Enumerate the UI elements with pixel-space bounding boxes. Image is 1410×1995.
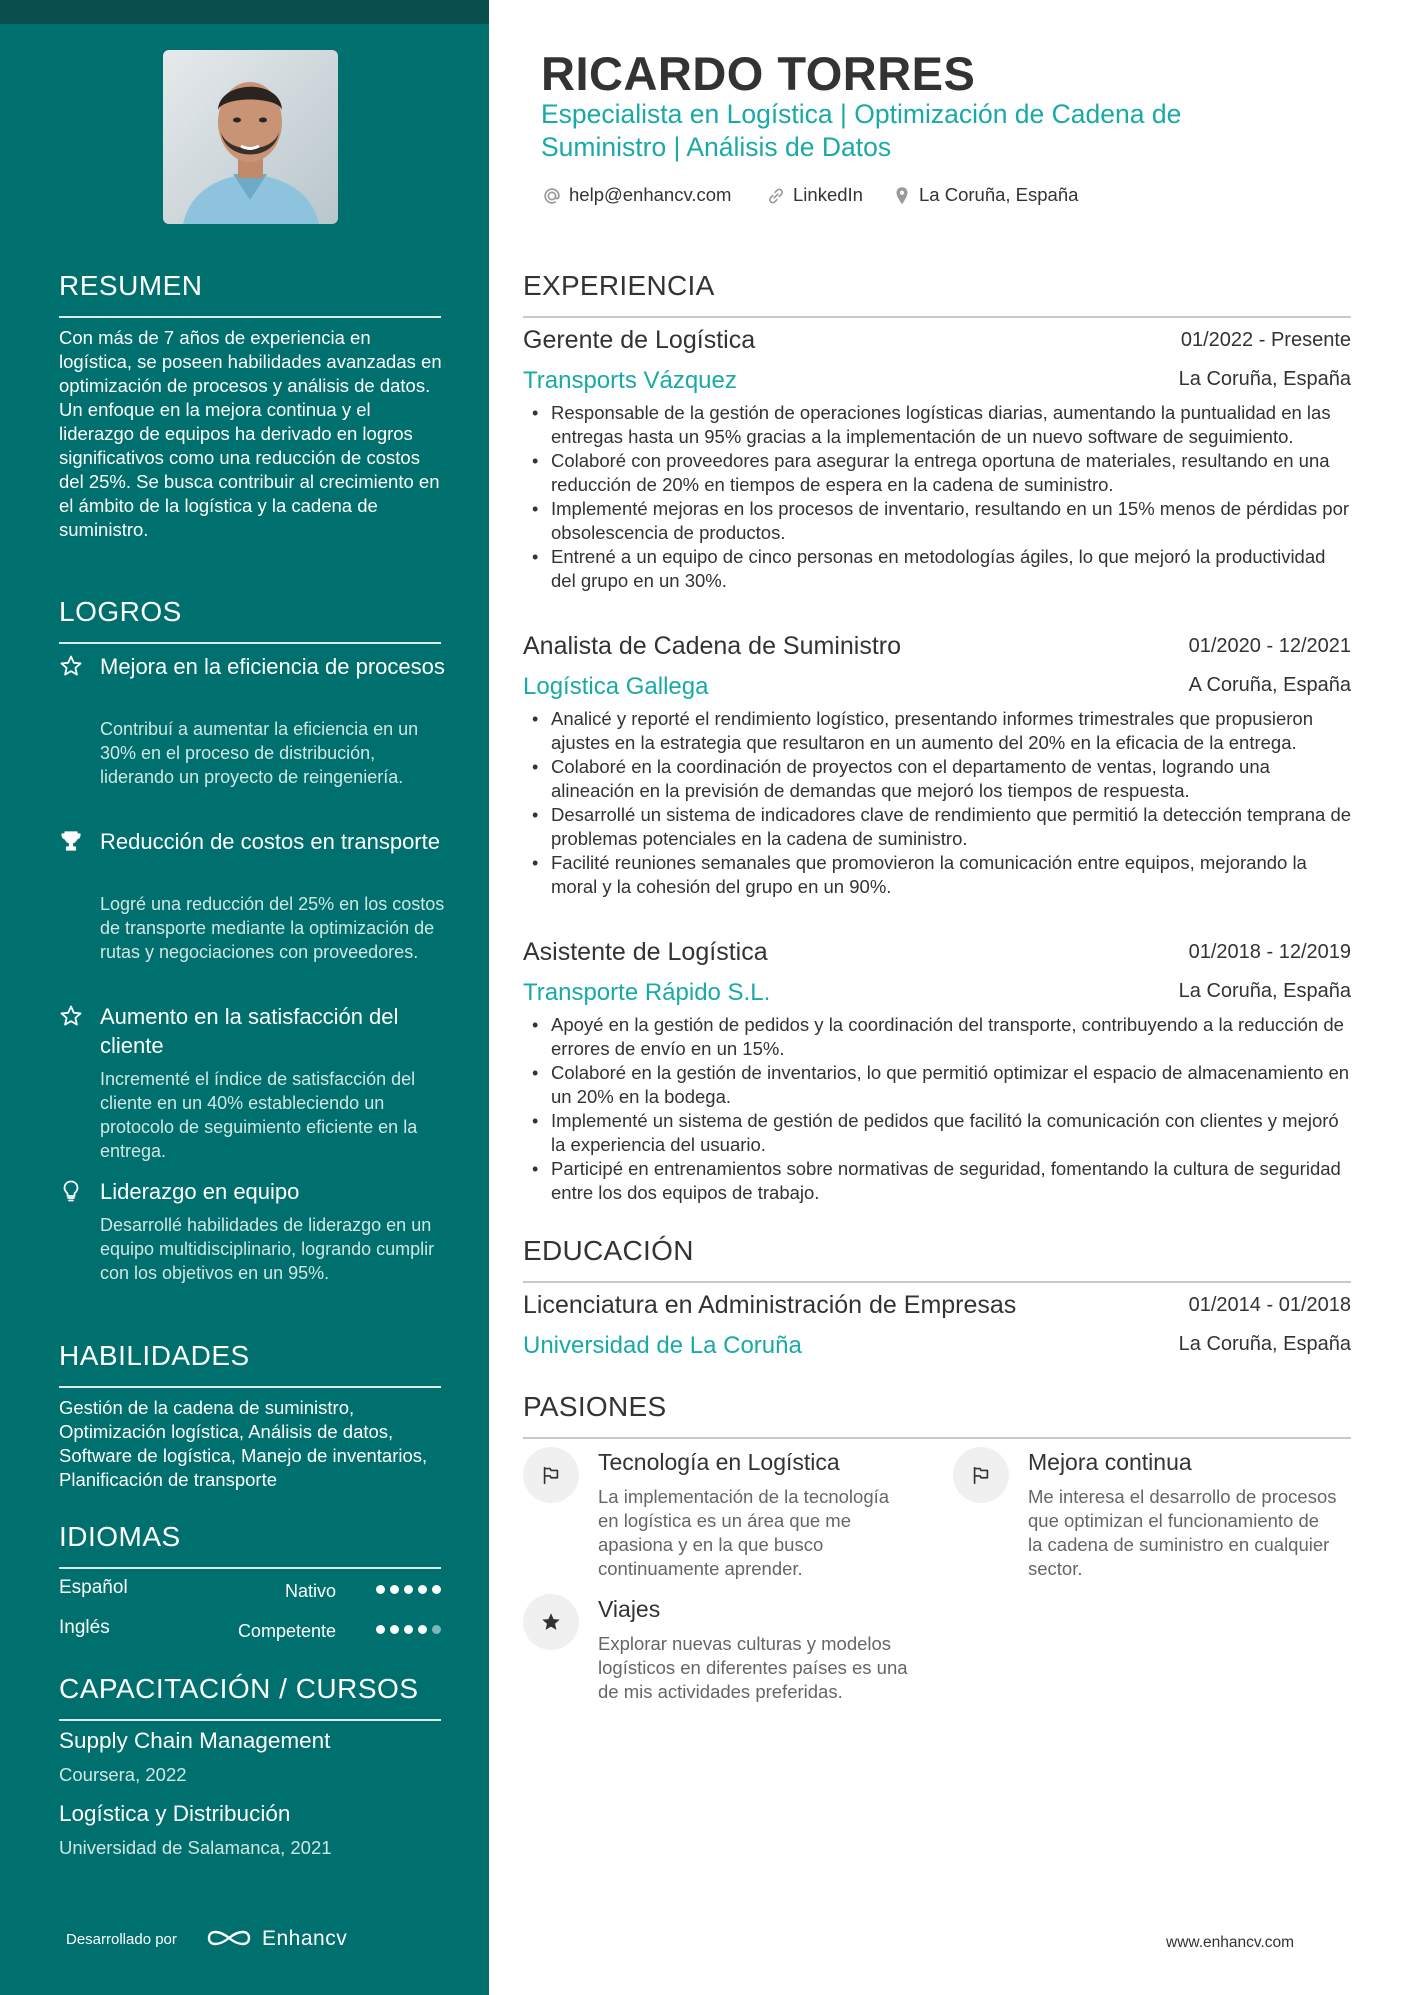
education-date: 01/2014 - 01/2018 [1188, 1294, 1351, 1316]
passion-icon-circle [523, 1447, 579, 1503]
skills-title: HABILIDADES [59, 1340, 250, 1371]
job-company: Logística Gallega [523, 673, 709, 700]
course-title: Supply Chain Management [59, 1728, 331, 1753]
passion-icon-circle [523, 1594, 579, 1650]
achievement-description: Desarrollé habilidades de liderazgo en un equipo multidisciplinario, logrando cumplir con los objetivos en un 95%. [100, 1215, 435, 1283]
passion-description: Explorar nuevas culturas y modelos logísticos en diferentes países es una de mis actividades preferidas. [598, 1633, 908, 1702]
experience-divider [523, 316, 1351, 318]
experience-title: EXPERIENCIA [523, 270, 715, 301]
job-company: Transports Vázquez [523, 367, 737, 394]
trophy-icon [59, 829, 83, 853]
achievement-title: Mejora en la eficiencia de procesos [100, 654, 445, 679]
language-row [59, 1577, 441, 1605]
job-location: La Coruña, España [1178, 368, 1351, 390]
rating-dot [404, 1585, 413, 1594]
job-bullet: • Apoyé en la gestión de pedidos y la coordinación del transporte, contribuyendo a la reducción de errores de envío en un 15%. [523, 1013, 1353, 1061]
job-date: 01/2022 - Presente [1180, 329, 1351, 351]
summary-title: RESUMEN [59, 270, 203, 301]
contact-linkedin-text[interactable]: LinkedIn [793, 184, 863, 205]
education-divider [523, 1281, 1351, 1283]
job-bullet: • Facilité reuniones semanales que promovieron la comunicación entre equipos, mejorando la moral y la cohesión del grupo en un 90%. [523, 851, 1353, 899]
candidate-headline: Especialista en Logística | Optimización de Cadena de Suministro | Análisis de Datos [541, 99, 1182, 162]
course-title: Logística y Distribución [59, 1801, 291, 1826]
flag-icon [970, 1464, 992, 1486]
job-date: 01/2020 - 12/2021 [1188, 635, 1351, 657]
passions-title: PASIONES [523, 1391, 667, 1422]
profile-photo [163, 50, 338, 224]
achievement-title: Aumento en la satisfacción del cliente [100, 1004, 399, 1058]
achievement-title: Liderazgo en equipo [100, 1179, 300, 1204]
language-level: Competente [237, 1621, 336, 1641]
job-bullet: • Implementé mejoras en los procesos de inventario, resultando en un 15% menos de pérdidas por obsolescencia de productos. [523, 497, 1353, 545]
job-company: Transporte Rápido S.L. [523, 979, 771, 1006]
passion-description: Me interesa el desarrollo de procesos que optimizan el funcionamiento de la cadena de suministro en cualquier sector. [1028, 1486, 1337, 1579]
job-title: Asistente de Logística [523, 938, 768, 966]
enhancv-brand-name: Enhancv [262, 1927, 348, 1950]
achievements-title: LOGROS [59, 596, 182, 627]
job-bullet: • Colaboré con proveedores para asegurar la entrega oportuna de materiales, resultando en una reducción de 20% en tiempos de espera en la cadena de suministro. [523, 449, 1353, 497]
job-bullet: • Responsable de la gestión de operaciones logísticas diarias, aumentando la puntualidad en las entregas hasta un 95% gracias a la implementación de un nuevo software de seguimiento. [523, 401, 1353, 449]
job-bullet: • Desarrollé un sistema de indicadores clave de rendimiento que permitió la detección temprana de problemas potenciales en la cadena de suministro. [523, 803, 1353, 851]
skills-divider [59, 1386, 441, 1388]
languages-title: IDIOMAS [59, 1521, 181, 1552]
link-icon [765, 185, 787, 207]
rating-dot [390, 1625, 399, 1634]
languages-divider [59, 1567, 441, 1569]
courses-divider [59, 1719, 441, 1721]
summary-divider [59, 316, 441, 318]
passion-description: La implementación de la tecnología en logística es un área que me apasiona y en la que busco continuamente aprender. [598, 1486, 890, 1579]
job-bullet: • Participé en entrenamientos sobre normativas de seguridad, fomentando la cultura de seguridad entre los dos equipos de trabajo. [523, 1157, 1353, 1205]
job-bullets [523, 1013, 1353, 1205]
achievement-description: Incrementé el índice de satisfacción del cliente en un 40% estableciendo un protocolo de seguimiento eficiente en la entrega. [100, 1069, 418, 1161]
location-pin-icon [891, 185, 913, 207]
passion-title: Viajes [598, 1596, 661, 1622]
job-bullet: • Colaboré en la gestión de inventarios, lo que permitió optimizar el espacio de almacenamiento en un 20% en la bodega. [523, 1061, 1353, 1109]
language-name: Español [59, 1577, 128, 1598]
rating-dot [432, 1625, 441, 1634]
passions-divider [523, 1437, 1351, 1439]
rating-dot [390, 1585, 399, 1594]
powered-by-text: Desarrollado por [66, 1931, 177, 1948]
summary-text: Con más de 7 años de experiencia en logística, se poseen habilidades avanzadas en optimización de procesos y análisis de datos. Un enfoque en la mejora continua y el liderazgo de equipos ha derivado en logros significativos como una reducción de costos del 25%. Se busca contribuir al crecimiento en el ámbito de la logística y la cadena de suministro. [59, 327, 442, 540]
passion-title: Tecnología en Logística [598, 1449, 840, 1475]
language-name: Inglés [59, 1617, 110, 1638]
star-icon [59, 654, 83, 678]
rating-dot [418, 1585, 427, 1594]
job-bullets [523, 707, 1353, 899]
job-bullet: • Entrené a un equipo de cinco personas en metodologías ágiles, lo que mejoró la productividad del grupo en un 30%. [523, 545, 1353, 593]
sidebar [0, 0, 489, 1995]
job-date: 01/2018 - 12/2019 [1188, 941, 1351, 963]
rating-dot [418, 1625, 427, 1634]
contact-location-text: La Coruña, España [919, 184, 1079, 205]
job-location: La Coruña, España [1178, 980, 1351, 1002]
candidate-name: RICARDO TORRES [541, 47, 976, 100]
flag-icon [540, 1464, 562, 1486]
course-provider: Universidad de Salamanca, 2021 [59, 1837, 332, 1858]
job-location: A Coruña, España [1188, 674, 1351, 696]
courses-title: CAPACITACIÓN / CURSOS [59, 1673, 419, 1704]
job-title: Analista de Cadena de Suministro [523, 632, 902, 660]
language-level: Nativo [284, 1581, 336, 1601]
enhancv-logo-icon [205, 1924, 253, 1952]
education-degree: Licenciatura en Administración de Empresas [523, 1291, 1017, 1319]
rating-dot [376, 1585, 385, 1594]
passion-title: Mejora continua [1028, 1449, 1192, 1475]
at-icon [541, 185, 563, 207]
job-bullet: • Implementé un sistema de gestión de pedidos que facilitó la comunicación con clientes y mejoró la experiencia del usuario. [523, 1109, 1353, 1157]
language-rating [376, 1625, 441, 1637]
rating-dot [376, 1625, 385, 1634]
job-bullet: • Analicé y reporté el rendimiento logístico, presentando informes trimestrales que propusieron ajustes en la estrategia que resultaron en un aumento del 20% en la eficacia de la entrega. [523, 707, 1353, 755]
course-provider: Coursera, 2022 [59, 1764, 187, 1785]
job-bullets [523, 401, 1353, 593]
education-location: La Coruña, España [1178, 1333, 1351, 1355]
language-rating [376, 1585, 441, 1597]
sidebar-top-bar [0, 0, 489, 24]
website-link[interactable]: www.enhancv.com [1166, 1934, 1295, 1951]
rating-dot [404, 1625, 413, 1634]
achievements-divider [59, 642, 441, 644]
lightbulb-icon [59, 1179, 83, 1203]
achievement-title: Reducción de costos en transporte [100, 829, 440, 854]
language-row [59, 1617, 441, 1645]
achievement-description: Logré una reducción del 25% en los costos de transporte mediante la optimización de rutas y negociaciones con proveedores. [100, 894, 445, 962]
education-title: EDUCACIÓN [523, 1235, 694, 1266]
star-icon [59, 1004, 83, 1028]
job-title: Gerente de Logística [523, 326, 756, 354]
skills-text: Gestión de la cadena de suministro, Optimización logística, Análisis de datos, Software de logística, Manejo de inventarios, Planificación de transporte [59, 1397, 428, 1490]
education-school: Universidad de La Coruña [523, 1332, 802, 1359]
rating-dot [432, 1585, 441, 1594]
star-icon [540, 1611, 562, 1633]
achievement-description: Contribuí a aumentar la eficiencia en un 30% en el proceso de distribución, liderando un proyecto de reingeniería. [100, 719, 419, 787]
passion-icon-circle [953, 1447, 1009, 1503]
job-bullet: • Colaboré en la coordinación de proyectos con el departamento de ventas, logrando una alineación en la previsión de demandas que mejoró los tiempos de respuesta. [523, 755, 1353, 803]
profile-photo-illustration [163, 50, 338, 224]
contact-email-text[interactable]: help@enhancv.com [569, 184, 732, 205]
